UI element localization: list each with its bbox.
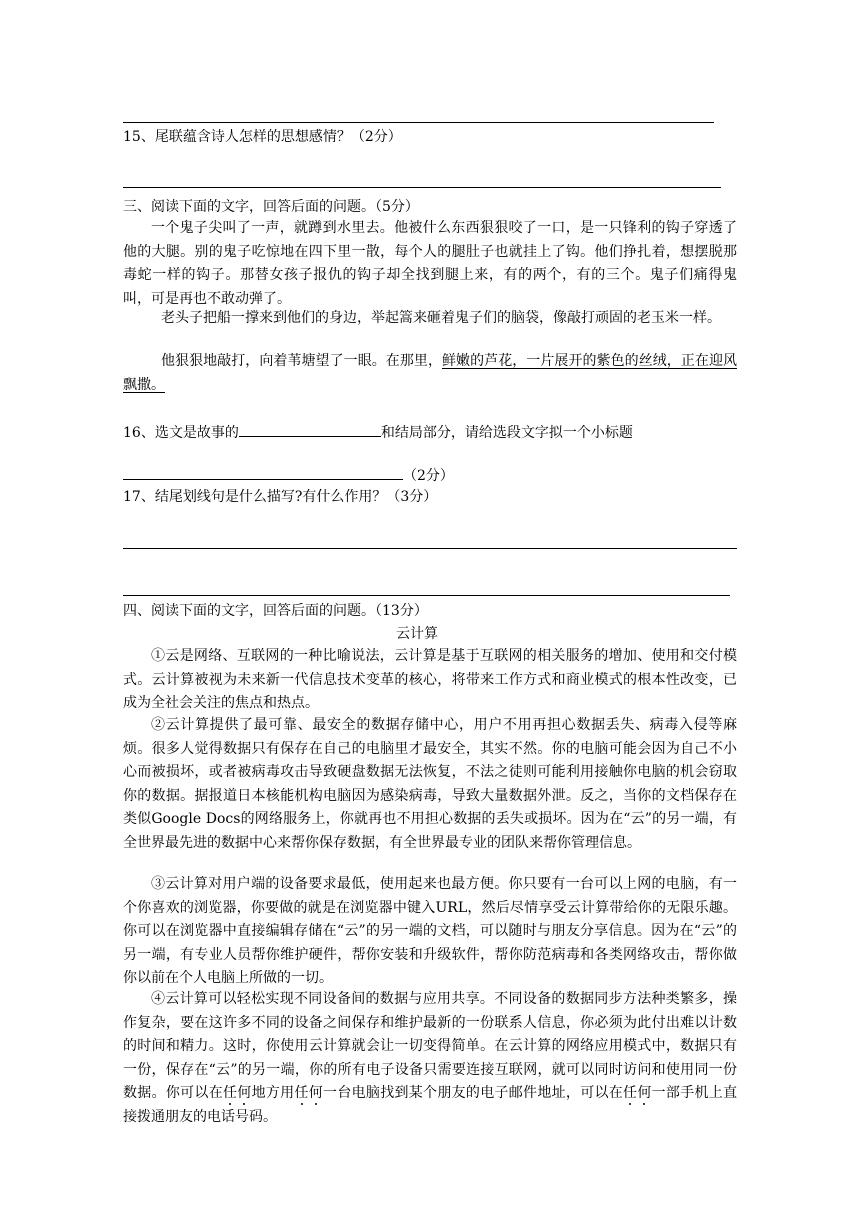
emphasis-dotted-char: 任 [223,1085,238,1101]
section-4-paragraph-2: ②云计算提供了最可靠、最安全的数据存储中心，用户不用再担心数据丢失、病毒入侵等麻烦。很多人觉得数据只有保存在自己的电脑里才最安全，其实不然。你的电脑可能会因为自己不小心而被损坏，或者被病毒攻击导致硬盘数据无法恢复，不法之徒则可能利用接触你电脑的机会窃取你的数据。据报道日本核能机构电脑因为感染病毒，导致大量数据外泄。反之，当你的文档保存在类似Google Docs的网络服务上，你就再也不用担心数据的丢失或损坏。因为在“云”的另一端，有全世界最先进的数据中心来帮你保存数据，有全世界最专业的团队来帮你管理信息。 [123,717,737,851]
article-title: 云计算 [396,626,438,642]
answer-line [123,548,737,549]
paragraph-text: 地方用 [251,1085,295,1101]
question-15: 15、尾联蕴含诗人怎样的思想感情？（2分） [123,129,402,145]
question-16-title-line [123,464,454,486]
question-16-score: （2分） [403,468,454,484]
section-3-paragraph-2: 老头子把船一撑来到他们的身边，举起篙来砸着鬼子们的脑袋，像敲打顽固的老玉米一样。 [161,310,721,326]
paragraph-text: 一部手机上直接拨通朋友的电话号码。 [123,1085,738,1125]
question-16-text-b: 和结局部分，请给选段文字拟一个小标题 [380,425,633,441]
paragraph-text: 他狠狠地敲打，向着苇塘望了一眼。在那里， [161,353,442,369]
section-4-paragraph-1: ①云是网络、互联网的一种比喻说法，云计算是基于互联网的相关服务的增加、使用和交付模式。云计算被视为未来新一代信息技术变革的核心，将带来工作方式和商业模式的根本性改变，已成为全社会关注的焦点和热点。 [123,648,737,711]
underlined-sentence: 鲜嫩的芦花，一片展开的紫色的丝绒，正在迎风飘撒。 [123,353,737,393]
answer-line [123,595,730,596]
emphasis-dotted-char: 任 [623,1085,638,1101]
section-4-paragraph-4 [123,988,737,1129]
section-4-heading: 四、阅读下面的文字，回答后面的问题。（13分） [123,603,428,619]
section-3-paragraph-3 [123,350,737,397]
answer-line [123,187,721,188]
section-4-paragraph-3: ③云计算对用户端的设备要求最低，使用起来也最方便。你只要有一台可以上网的电脑，有一个你喜欢的浏览器，你要做的就是在浏览器中键入URL，然后尽情享受云计算带给你的无限乐趣。你可以在浏览器中直接编辑存储在“云”的另一端的文档，可以随时与朋友分享信息。因为在“云”的另一端，有专业人员帮你维护硬件，帮你安装和升级软件，帮你防范病毒和各类网络攻击，帮你做你以前在个人电脑上所做的一切。 [123,876,737,986]
emphasis-dotted-char: 何 [637,1085,652,1101]
emphasis-dotted-char: 何 [237,1085,252,1101]
answer-line [123,122,714,123]
question-17: 17、结尾划线句是什么描写?有什么作用？（3分） [123,489,438,505]
question-16-text-a: 16、选文是故事的 [123,425,239,441]
emphasis-dotted-word [223,1085,252,1101]
section-3-paragraph-1: 一个鬼子尖叫了一声，就蹲到水里去。他被什么东西狠狠咬了一口，是一只锋利的钩子穿透了他的大腿。别的鬼子吃惊地在四下里一散，每个人的腿肚子也就挂上了钩。他们挣扎着，想摆脱那毒蛇一样的钩子。那替女孩子报仇的钩子却全找到腿上来，有的两个，有的三个。鬼子们痛得鬼叫，可是再也不敢动弹了。 [123,220,737,307]
emphasis-dotted-char: 何 [308,1085,324,1101]
emphasis-dotted-word [623,1085,652,1101]
fill-in-blank[interactable] [239,421,381,437]
paragraph-text: 一台电脑找到某个朋友的电子邮件地址，可以在 [323,1085,624,1101]
paragraph-text: ④云计算可以轻松实现不同设备间的数据与应用共享。不同设备的数据同步方法种类繁多，操作复杂，要在这许多不同的设备之间保存和维护最新的一份联系人信息，你必须为此付出难以计数的时间和精力。这时，你使用云计算就会让一切变得简单。在云计算的网络应用模式中，数据只有一份，保存在“云”的另一端，你的所有电子设备只需要连接互联网，就可以同时访问和使用同一份数据。你可以在 [123,991,737,1101]
emphasis-dotted-char: 任 [294,1085,309,1101]
fill-in-blank[interactable] [123,464,403,480]
question-16 [123,421,633,443]
emphasis-dotted-word [294,1085,323,1101]
section-3-heading: 三、阅读下面的文字，回答后面的问题。（5分） [123,199,419,215]
